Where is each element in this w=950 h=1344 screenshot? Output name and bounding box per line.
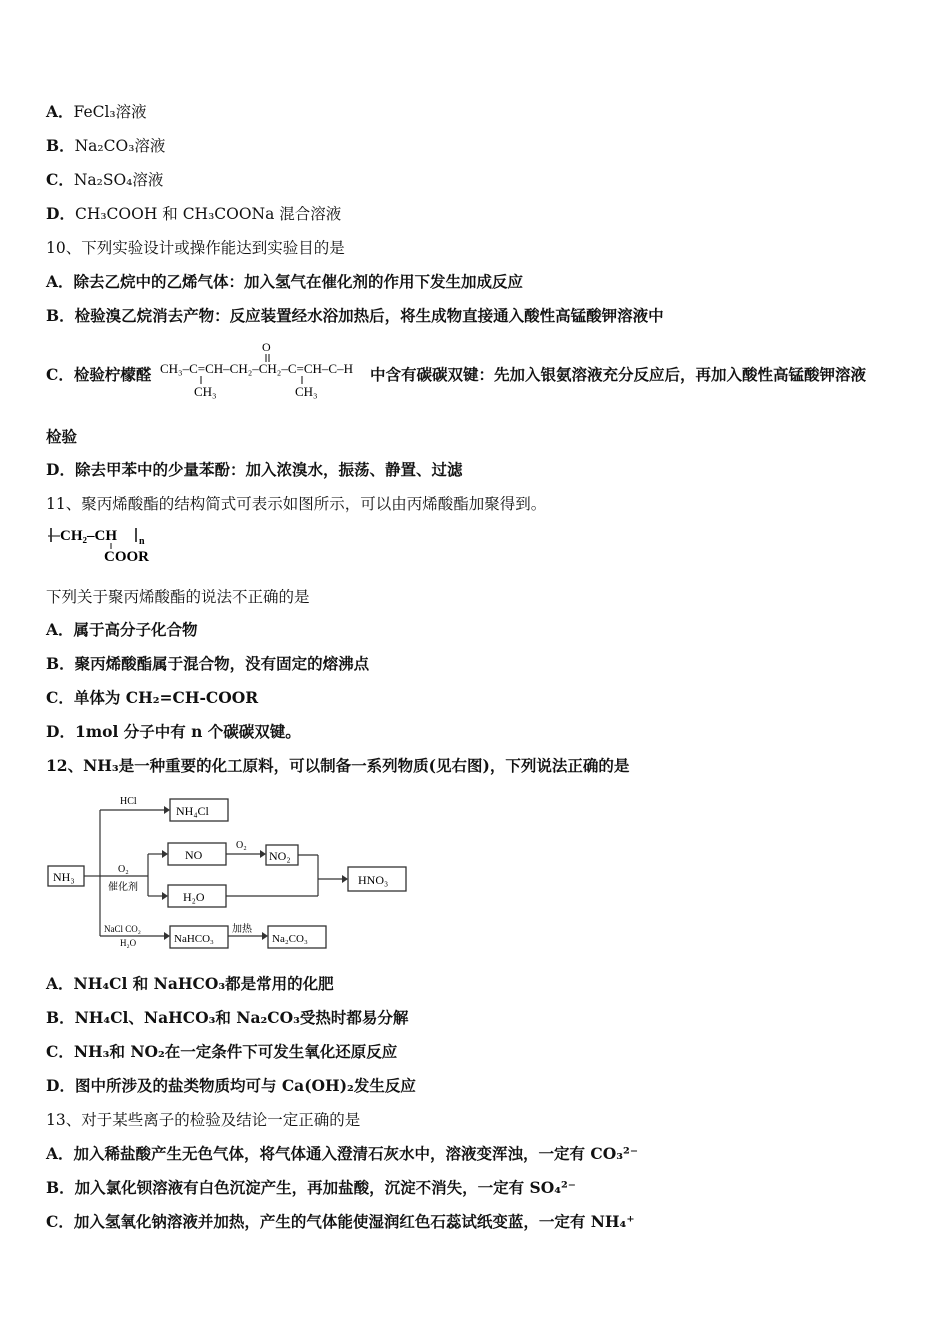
q13-option-a: A．加入稀盐酸产生无色气体，将气体通入澄清石灰水中，溶液变浑浊，一定有 CO₃²⁻: [46, 1144, 639, 1163]
q10-option-d: D．除去甲苯中的少量苯酚：加入浓溴水，振荡、静置、过滤: [46, 460, 463, 479]
methyl-branch-1: CH₃: [194, 384, 217, 399]
q12-option-d: D．图中所涉及的盐类物质均可与 Ca(OH)₂发生反应: [46, 1076, 416, 1095]
ester-group: COOR: [104, 549, 149, 565]
q9-option-a: [46, 102, 147, 122]
q10-option-c-suffix: 中含有碳碳双键：先加入银氨溶液充分反应后，再加入酸性高锰酸钾溶液: [370, 365, 867, 384]
q10-stem: 10、下列实验设计或操作能达到实验目的是: [46, 239, 345, 257]
nahco3-label: NaHCO₃: [174, 933, 214, 945]
q10-option-c-continued: 检验: [46, 427, 78, 446]
q13-option-c: C．加入氢氧化钠溶液并加热，产生的气体能使湿润红色石蕊试纸变蓝，一定有 NH₄⁺: [46, 1212, 635, 1231]
option-text: Na₂CO₃溶液: [74, 137, 166, 155]
q11-option-b: B．聚丙烯酸酯属于混合物，没有固定的熔沸点: [46, 654, 370, 673]
option-label: B．: [46, 136, 75, 155]
q10-option-b: B．检验溴乙烷消去产物：反应装置经水浴加热后，将生成物直接通入酸性高锰酸钾溶液中: [46, 306, 664, 325]
option-text: FeCl₃溶液: [73, 103, 147, 121]
q11-option-a: A．属于高分子化合物: [46, 620, 198, 639]
option-text: Na₂SO₄溶液: [73, 171, 164, 189]
q9-option-d: [46, 204, 341, 224]
hno3-label: HNO₃: [358, 873, 389, 887]
option-label: A．: [46, 102, 74, 121]
q12-option-b: B．NH₄Cl、NaHCO₃和 Na₂CO₃受热时都易分解: [46, 1008, 409, 1027]
option-label: D．: [46, 204, 75, 223]
na2co3-label: Na₂CO₃: [272, 933, 308, 945]
polymer-repeat-unit: CH₂–CH: [60, 528, 117, 544]
nacl-co2-label: NaCl CO₂: [104, 924, 141, 934]
option-text: CH₃COOH 和 CH₃COONa 混合溶液: [74, 205, 342, 223]
nh3-reaction-flow-diagram: [44, 790, 414, 956]
no-label: NO: [185, 848, 203, 862]
polyacrylate-structure-formula: [46, 522, 176, 566]
heat-label: 加热: [232, 924, 252, 935]
q12-option-a: A．NH₄Cl 和 NaHCO₃都是常用的化肥: [46, 974, 334, 993]
o2-catalyst-top: O₂: [118, 864, 129, 875]
nh4cl-label: NH₄Cl: [176, 804, 209, 818]
no2-label: NO₂: [269, 849, 291, 863]
q11-question: 下列关于聚丙烯酸酯的说法不正确的是: [46, 588, 310, 606]
q9-option-b: [46, 136, 165, 156]
option-label: C．: [46, 170, 74, 189]
h2o-label: H₂O: [183, 890, 205, 904]
citral-main-chain: CH₃–C=CH–CH₂–CH₂–C=CH–C–H: [160, 361, 353, 376]
q11-stem: 11、聚丙烯酸酯的结构简式可表示如图所示，可以由丙烯酸酯加聚得到。: [46, 495, 547, 513]
q13-stem: 13、对于某些离子的检验及结论一定正确的是: [46, 1111, 361, 1129]
h2o-reagent-label: H₂O: [120, 938, 137, 948]
q9-option-c: [46, 170, 163, 190]
q11-option-c: C．单体为 CH₂=CH-COOR: [46, 688, 259, 707]
carbonyl-oxygen: O: [262, 340, 271, 354]
o2-label: O₂: [236, 840, 247, 851]
q11-option-d: D．1mol 分子中有 n 个碳碳双键。: [46, 722, 301, 741]
q10-option-a: A．除去乙烷中的乙烯气体：加入氢气在催化剂的作用下发生加成反应: [46, 272, 524, 291]
citral-structure-formula: [158, 338, 370, 402]
q12-option-c: C．NH₃和 NO₂在一定条件下可发生氧化还原反应: [46, 1042, 398, 1061]
q13-option-b: B．加入氯化钡溶液有白色沉淀产生，再加盐酸，沉淀不消失，一定有 SO₄²⁻: [46, 1178, 576, 1197]
q10-option-c-prefix: C．检验柠檬醛: [46, 365, 152, 384]
nh3-label: NH₃: [53, 870, 75, 884]
methyl-branch-2: CH₃: [295, 384, 318, 399]
hcl-label: HCl: [120, 796, 137, 807]
q12-stem: 12、NH₃是一种重要的化工原料，可以制备一系列物质(见右图)，下列说法正确的是: [46, 756, 630, 775]
degree-of-polymerization: n: [139, 536, 145, 547]
o2-catalyst-bottom: 催化剂: [108, 882, 138, 893]
